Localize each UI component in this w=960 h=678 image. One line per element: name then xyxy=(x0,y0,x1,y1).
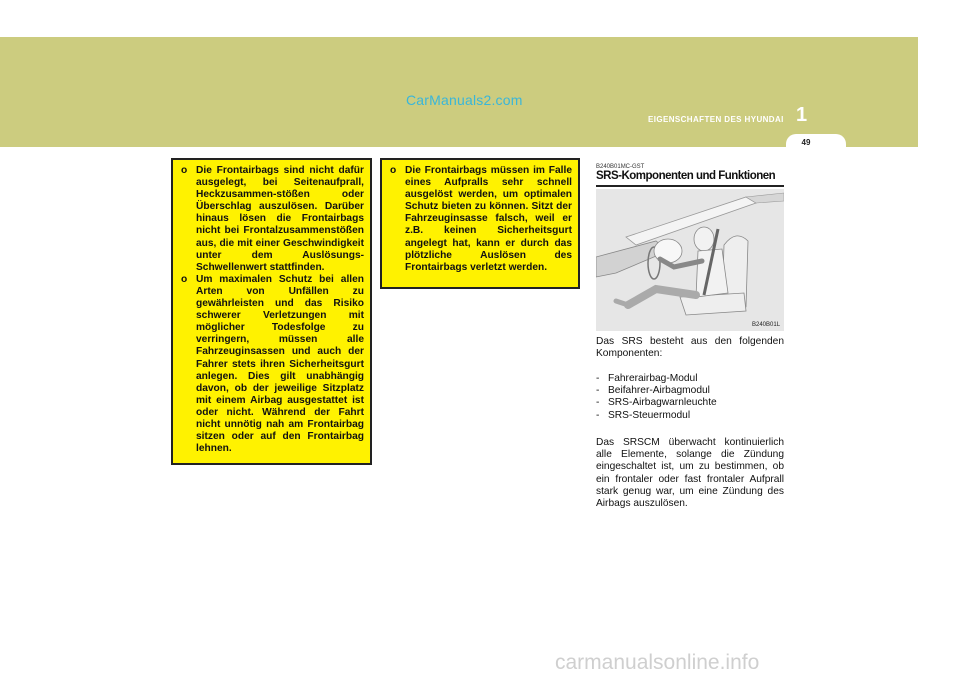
article-title: SRS-Komponenten und Funktionen xyxy=(596,170,776,182)
warning-box-2 xyxy=(380,158,580,289)
warning-text: Die Frontairbags sind nicht dafür ausgelegt, bei Seitenaufprall, Heckzusammen-stößen oder Überschlag auszulösen. Darüber hinaus lösen die Frontairbags nicht bei Frontalzusammenstößen aus, die mit einer Geschwindigkeit unter dem Auslösungs-Schwellenwert stattfinden. xyxy=(196,165,364,273)
section-label: EIGENSCHAFTEN DES HYUNDAI xyxy=(648,115,784,124)
bullet-symbol: o xyxy=(390,165,397,176)
article-code: B240B01MC-GST xyxy=(596,164,645,170)
component-list xyxy=(596,373,717,422)
bullet-symbol: o xyxy=(181,273,188,285)
list-item: - Beifahrer-Airbagmodul xyxy=(596,385,717,397)
warning-text: Die Frontairbags müssen im Falle eines Aufpralls sehr schnell ausgelöst werden, um optimalen Schutz bieten zu können. Sitzt der Fahrzeuginsasse falsch, weil er z.B. keinen Sicherheitsgurt angelegt hat, kann er durch das plötzliche Auslösen des Frontairbags verletzt werden. xyxy=(405,165,572,273)
warning-text: Um maximalen Schutz bei allen Arten von Unfällen zu gewährleisten und das Risiko schwerer Verletzungen mit möglicher Todesfolge zu verringern, müssen alle Fahrzeuginsassen und auch der Fahrer stets ihren Sicherheitsgurt anlegen. Dies gilt unabhängig davon, ob der jeweilige Sitzplatz mit einem Airbag ausgestattet ist oder nicht. Während der Fahrt nicht unnötig nah am Frontairbag sitzen oder auf den Frontairbag lehnen. xyxy=(196,273,364,455)
warning-item xyxy=(179,274,364,455)
intro-paragraph: Das SRS besteht aus den folgenden Komponenten: xyxy=(596,336,784,360)
warning-box-1 xyxy=(171,158,372,465)
page-number: 49 xyxy=(801,138,811,147)
list-item: - Fahrerairbag-Modul xyxy=(596,373,717,385)
list-item: - SRS-Steuermodul xyxy=(596,410,717,422)
figure-code: B240B01L xyxy=(752,322,781,328)
bullet-symbol: o xyxy=(181,165,188,176)
section-number: 1 xyxy=(796,104,808,126)
airbag-drawing xyxy=(596,189,784,331)
title-divider xyxy=(596,185,784,187)
warning-item xyxy=(179,165,364,274)
watermark-link[interactable]: CarManuals2.com xyxy=(406,92,523,108)
list-item: - SRS-Airbagwarnleuchte xyxy=(596,397,717,409)
warning-item xyxy=(388,165,572,274)
srscm-paragraph: Das SRSCM überwacht kontinuierlich alle Elemente, solange die Zündung eingeschaltet ist, um zu bestimmen, ob ein frontaler oder fast frontaler Aufprall stark genug war, um eine Zündung des Airbags auszulösen. xyxy=(596,437,784,510)
airbag-illustration xyxy=(596,189,784,331)
footer-watermark[interactable]: carmanualsonline.info xyxy=(555,651,760,674)
